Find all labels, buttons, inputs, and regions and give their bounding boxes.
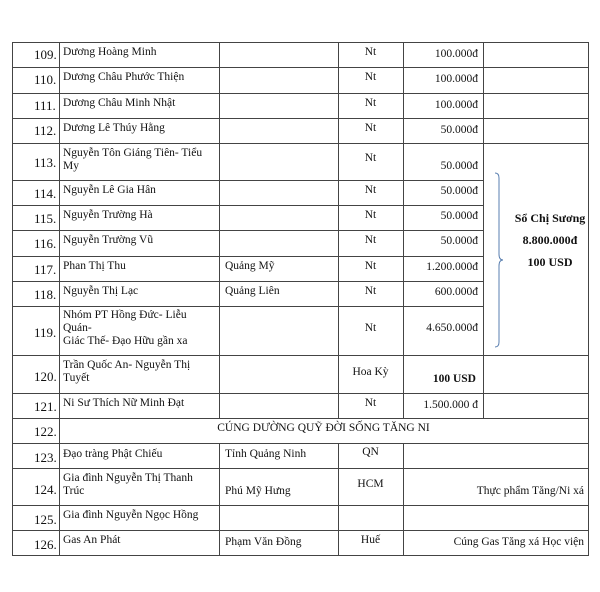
- region: Nt: [364, 209, 377, 221]
- region: Nt: [364, 322, 377, 334]
- row-line: [12, 230, 483, 231]
- col-line: [483, 42, 484, 418]
- row-line: [12, 555, 589, 556]
- row-number: 113.: [34, 155, 57, 170]
- donor-name: Ni Sư Thích Nữ Minh Đạt: [63, 397, 185, 409]
- col-line: [12, 42, 13, 556]
- donor-name: Nguyễn Trường Vũ: [63, 234, 154, 246]
- region: Nt: [364, 122, 377, 134]
- region: Nt: [364, 285, 377, 297]
- donor-name: Nguyễn Trường Hà: [63, 209, 153, 221]
- row-line: [12, 143, 589, 144]
- amount: 4.650.000đ: [426, 322, 478, 334]
- address: Quảng Liên: [225, 285, 280, 297]
- note: Cúng Gas Tăng xá Học viện: [453, 536, 584, 548]
- row-number: 120.: [34, 369, 57, 384]
- amount: 1.500.000 đ: [423, 399, 478, 411]
- address: Phạm Văn Đồng: [225, 536, 302, 548]
- row-number: 117.: [34, 262, 57, 277]
- row-number: 125.: [34, 512, 57, 527]
- row-number: 115.: [34, 211, 57, 226]
- row-line: [12, 393, 589, 394]
- amount: 50.000đ: [440, 210, 478, 222]
- note: Thực phẩm Tăng/Ni xá: [476, 485, 584, 497]
- amount: 100.000đ: [434, 99, 478, 111]
- region: Nt: [364, 234, 377, 246]
- row-line: [12, 205, 483, 206]
- row-number: 124.: [34, 482, 57, 497]
- donor-name: Gia đình Nguyễn Thị Thanh Trúc: [63, 472, 193, 497]
- row-number: 118.: [34, 287, 57, 302]
- address: Quảng Mỹ: [225, 260, 275, 272]
- donor-name-line: Giác Thế- Đạo Hữu gần xa: [63, 335, 188, 347]
- region: Nt: [364, 71, 377, 83]
- row-number: 119.: [34, 325, 57, 340]
- row-line: [12, 418, 589, 419]
- donor-name: Gia đình Nguyễn Ngọc Hồng: [63, 509, 199, 521]
- donor-name: Dương Châu Minh Nhật: [63, 97, 176, 109]
- row-number: 112.: [34, 123, 57, 138]
- row-line: [12, 42, 589, 43]
- row-line: [12, 505, 589, 506]
- amount: 50.000đ: [440, 185, 478, 197]
- summary-title: Sổ Chị Sương: [514, 211, 586, 225]
- donor-name: Gas An Phát: [63, 534, 121, 546]
- donor-name: Đạo tràng Phật Chiếu: [63, 448, 163, 460]
- amount: 50.000đ: [440, 235, 478, 247]
- region: QN: [362, 446, 379, 458]
- col-line: [219, 443, 220, 556]
- row-number: 126.: [34, 537, 57, 552]
- row-line: [12, 306, 483, 307]
- row-number: 114.: [34, 186, 57, 201]
- donor-name: Nguyễn Tôn Giáng Tiên- Tiểu My: [63, 147, 203, 172]
- donor-name-line: Nhóm PT Hồng Đức- Liễu: [63, 309, 187, 321]
- region: Nt: [364, 46, 377, 58]
- address: Tỉnh Quảng Ninh: [225, 448, 307, 460]
- address: Phú Mỹ Hưng: [225, 485, 291, 497]
- row-line: [12, 180, 483, 181]
- row-number: 123.: [34, 450, 57, 465]
- region: HCM: [357, 478, 384, 490]
- donor-name-line: Quán-: [63, 322, 92, 334]
- row-number: 111.: [34, 98, 56, 113]
- row-line: [12, 256, 483, 257]
- amount: 50.000đ: [440, 160, 478, 172]
- amount: 600.000đ: [434, 286, 478, 298]
- amount: 1.200.000đ: [426, 261, 478, 273]
- row-number: 116.: [34, 236, 57, 251]
- row-number: 109.: [34, 47, 57, 62]
- col-line: [59, 42, 60, 556]
- donor-name: Dương Hoàng Minh: [63, 46, 157, 58]
- donor-name: Dương Lê Thúy Hằng: [63, 122, 165, 134]
- donor-name: Trần Quốc An- Nguyễn Thị Tuyết: [63, 359, 191, 384]
- donor-name: Phan Thị Thu: [63, 260, 126, 272]
- row-number: 121.: [34, 399, 57, 414]
- col-line: [588, 42, 589, 556]
- region: Nt: [364, 152, 377, 164]
- row-number: 110.: [34, 72, 57, 87]
- summary-total-vnd: 8.800.000đ: [522, 233, 578, 247]
- row-number: 122.: [34, 424, 57, 439]
- row-line: [12, 67, 589, 68]
- donor-name: Nguyễn Thị Lạc: [63, 285, 139, 297]
- row-line: [12, 118, 589, 119]
- donor-name: Nguyễn Lê Gia Hân: [63, 184, 156, 196]
- amount: 50.000đ: [440, 124, 478, 136]
- region: Huế: [360, 534, 381, 546]
- region: Nt: [364, 260, 377, 272]
- row-line: [12, 355, 589, 356]
- region: Hoa Kỳ: [352, 366, 389, 378]
- summary-total-usd: 100 USD: [527, 255, 573, 269]
- row-line: [12, 530, 589, 531]
- col-line: [219, 42, 220, 418]
- amount: 100.000đ: [434, 48, 478, 60]
- amount: 100 USD: [432, 373, 476, 385]
- region: Nt: [364, 97, 377, 109]
- region: Nt: [364, 184, 377, 196]
- region: Nt: [364, 397, 377, 409]
- row-line: [12, 468, 589, 469]
- row-line: [12, 93, 589, 94]
- section-heading: CÚNG DƯỜNG QUỸ ĐỜI SỐNG TĂNG NI: [217, 422, 430, 434]
- row-line: [12, 281, 483, 282]
- donor-name: Dương Châu Phước Thiện: [63, 71, 185, 83]
- amount: 100.000đ: [434, 73, 478, 85]
- row-line: [12, 443, 589, 444]
